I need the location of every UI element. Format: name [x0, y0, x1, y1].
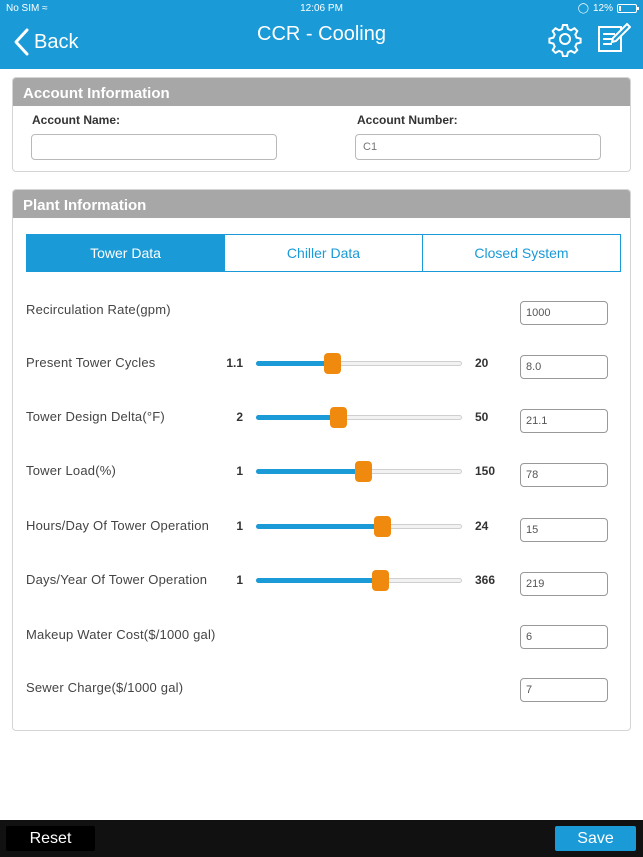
hours-per-day-min: 1: [236, 519, 243, 533]
sewer-charge-label: Sewer Charge($/1000 gal): [26, 680, 184, 695]
tower-design-delta-label: Tower Design Delta(°F): [26, 409, 165, 424]
page-title: CCR - Cooling: [257, 23, 386, 45]
account-number-label: Account Number:: [357, 113, 458, 127]
slider-thumb[interactable]: [330, 407, 347, 428]
tower-design-delta-max: 50: [475, 410, 489, 424]
hours-per-day-slider[interactable]: [256, 516, 462, 536]
carrier-text: No SIM: [6, 3, 40, 14]
plant-tabs: [26, 234, 621, 272]
save-button[interactable]: Save: [555, 826, 636, 851]
battery-icon: [617, 4, 637, 13]
slider-thumb[interactable]: [355, 461, 372, 482]
hours-per-day-input[interactable]: 15: [520, 518, 608, 542]
bottom-toolbar: [0, 820, 643, 857]
recirculation-rate-input[interactable]: 1000: [520, 301, 608, 325]
days-per-year-slider[interactable]: [256, 570, 462, 590]
navigation-bar: [0, 18, 643, 69]
tower-load-min: 1: [236, 464, 243, 478]
gear-icon: [547, 21, 583, 57]
back-label: Back: [34, 30, 79, 53]
slider-fill: [256, 469, 363, 474]
reset-button[interactable]: Reset: [6, 826, 95, 851]
plant-information-header: Plant Information: [13, 190, 630, 218]
tab-closed-system[interactable]: Closed System: [423, 235, 620, 271]
days-per-year-min: 1: [236, 573, 243, 587]
slider-thumb[interactable]: [372, 570, 389, 591]
account-number-input[interactable]: [355, 134, 601, 160]
days-per-year-max: 366: [475, 573, 496, 587]
clock: 12:06 PM: [300, 3, 343, 14]
status-bar: [0, 0, 643, 18]
account-information-header: Account Information: [13, 78, 630, 106]
wifi-icon: ≈: [42, 3, 48, 14]
slider-fill: [256, 415, 338, 420]
slider-thumb[interactable]: [374, 516, 391, 537]
slider-fill: [256, 361, 332, 366]
tower-design-delta-input[interactable]: 21.1: [520, 409, 608, 433]
slider-thumb[interactable]: [324, 353, 341, 374]
tower-design-delta-slider[interactable]: [256, 407, 462, 427]
slider-fill: [256, 578, 380, 583]
tower-cycles-max: 20: [475, 356, 489, 370]
tower-load-label: Tower Load(%): [26, 463, 117, 478]
battery-status: [578, 3, 637, 14]
tower-design-delta-min: 2: [236, 410, 243, 424]
tower-cycles-label: Present Tower Cycles: [26, 355, 156, 370]
hours-per-day-label: Hours/Day Of Tower Operation: [26, 518, 210, 533]
days-per-year-label: Days/Year Of Tower Operation: [26, 572, 208, 587]
account-name-input[interactable]: [31, 134, 277, 160]
back-button[interactable]: [12, 24, 78, 60]
battery-percent: 12%: [592, 3, 613, 14]
recirculation-rate-label: Recirculation Rate(gpm): [26, 302, 171, 317]
sewer-charge-input[interactable]: 7: [520, 678, 608, 702]
tower-load-max: 150: [475, 464, 496, 478]
account-name-label: Account Name:: [32, 113, 121, 127]
tower-cycles-min: 1.1: [226, 356, 243, 370]
lock-rotation-icon: ◯: [577, 3, 589, 14]
makeup-water-cost-input[interactable]: 6: [520, 625, 608, 649]
chevron-left-icon: [12, 27, 30, 57]
tab-chiller-data[interactable]: Chiller Data: [225, 235, 423, 271]
slider-fill: [256, 524, 382, 529]
tower-load-input[interactable]: 78: [520, 463, 608, 487]
makeup-water-cost-label: Makeup Water Cost($/1000 gal): [26, 627, 216, 642]
tower-cycles-input[interactable]: 8.0: [520, 355, 608, 379]
tower-load-slider[interactable]: [256, 461, 462, 481]
hours-per-day-max: 24: [475, 519, 489, 533]
days-per-year-input[interactable]: 219: [520, 572, 608, 596]
tab-tower-data[interactable]: Tower Data: [27, 235, 225, 271]
account-information-panel: [12, 77, 631, 172]
settings-button[interactable]: [547, 21, 583, 57]
tower-cycles-slider[interactable]: [256, 353, 462, 373]
report-edit-icon: [595, 21, 631, 57]
report-button[interactable]: [595, 21, 631, 57]
plant-information-panel: [12, 189, 631, 731]
